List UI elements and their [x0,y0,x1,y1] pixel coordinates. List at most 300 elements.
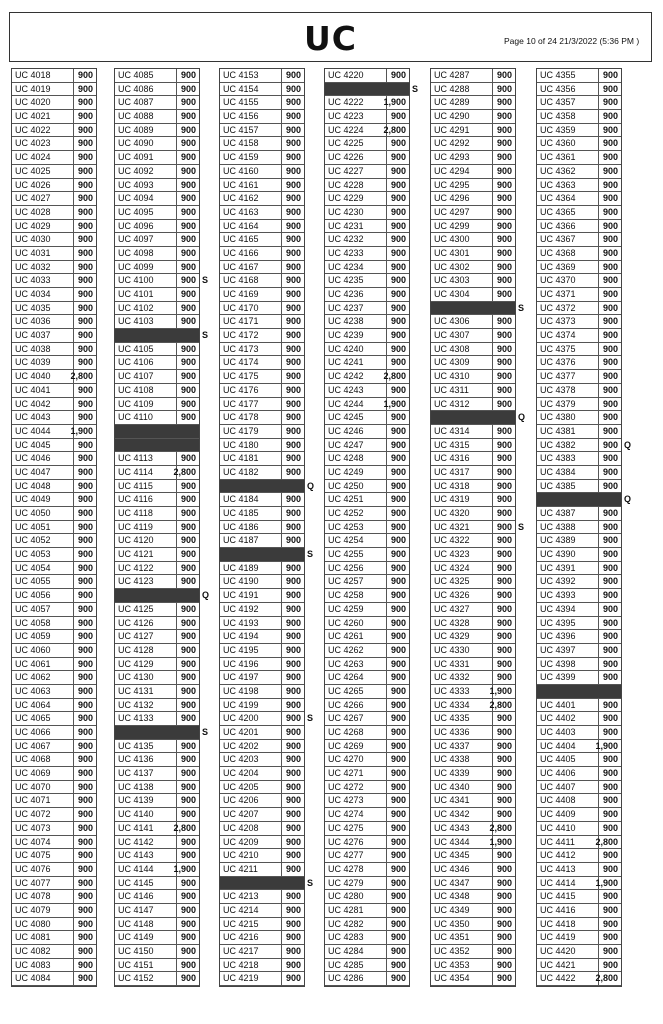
item-value: 900 [180,658,196,669]
cell-divider [492,603,493,616]
cell-divider [176,521,177,534]
item-value: 900 [602,330,618,341]
cell-divider [281,247,282,260]
item-value: 900 [390,343,406,354]
item-code: UC 4421 [540,959,576,970]
item-value: 900 [602,289,618,299]
cell-divider [386,343,387,356]
item-value: 900 [180,412,196,423]
cell-divider [492,83,493,96]
cell-divider [492,794,493,807]
item-code: UC 4358 [540,111,576,122]
cell-divider [492,274,493,287]
table-row [325,315,409,329]
item-code: UC 4294 [434,165,470,176]
cell-divider [598,562,599,575]
item-value: 900 [77,576,93,587]
item-code: UC 4349 [434,904,470,915]
item-code: UC 4091 [118,152,154,163]
table-row [431,617,515,631]
item-code: UC 4274 [328,809,364,820]
cell-divider [176,206,177,219]
item-value: 900 [496,138,512,149]
item-code: UC 4376 [540,357,576,368]
item-value: 1,900 [489,836,512,847]
item-code: UC 4030 [15,234,51,245]
table-row [115,767,199,781]
item-code: UC 4388 [540,521,576,532]
item-value: 900 [496,425,512,436]
table-row [325,575,409,589]
cell-divider [386,781,387,794]
cell-divider [598,343,599,356]
item-value: 900 [77,384,93,395]
item-code: UC 4411 [540,836,575,847]
cell-divider [73,603,74,616]
cell-divider [492,918,493,931]
table-row [431,356,515,370]
item-code: UC 4070 [15,781,51,792]
table-row [431,507,515,521]
item-value: 900 [285,521,301,532]
cell-divider [73,740,74,753]
cell-divider [176,781,177,794]
item-code: UC 4140 [118,809,154,820]
cell-divider [598,69,599,82]
cell-divider [176,849,177,862]
item-value: 900 [285,111,301,122]
cell-divider [281,288,282,301]
cell-divider [492,617,493,630]
cell-divider [386,425,387,438]
table-row [12,425,96,439]
item-code: UC 4144 [118,863,154,874]
item-code: UC 4128 [118,644,154,655]
table-row [537,794,621,808]
item-value: 900 [180,891,196,902]
cell-divider [176,452,177,465]
item-value: 900 [496,754,512,765]
table-row [431,644,515,658]
cell-divider [176,767,177,780]
item-code: UC 4321 [434,521,470,532]
item-value: 900 [496,371,512,382]
item-code: UC 4067 [15,740,51,751]
redacted-row [115,329,209,343]
cell-divider [176,685,177,698]
cell-divider [492,165,493,178]
table-row [115,370,199,384]
item-code: UC 4289 [434,97,470,108]
cell-divider [73,343,74,356]
item-code: UC 4174 [223,357,259,368]
item-code: UC 4024 [15,152,51,163]
item-value: 900 [390,316,406,327]
cell-divider [281,329,282,342]
table-row [325,767,409,781]
item-code: UC 4270 [328,754,364,765]
item-value: 900 [180,316,196,327]
cell-divider [386,356,387,369]
item-code: UC 4229 [328,193,364,204]
table-row [115,302,199,316]
cell-divider [598,384,599,397]
item-code: UC 4211 [223,863,258,874]
table-row [325,685,409,699]
item-code: UC 4069 [15,768,51,779]
item-code: UC 4309 [434,357,470,368]
item-code: UC 4239 [328,330,364,341]
item-code: UC 4275 [328,822,364,833]
item-value: 900 [77,289,93,299]
table-row [220,288,304,302]
cell-divider [598,548,599,561]
item-code: UC 4310 [434,371,470,382]
cell-divider [598,439,599,452]
table-row [537,411,621,425]
cell-divider [281,398,282,411]
cell-divider [386,69,387,82]
item-value: 900 [180,508,196,518]
table-row [12,699,96,713]
item-value: 900 [390,494,406,505]
item-code: UC 4131 [118,685,154,696]
item-code: UC 4155 [223,97,259,108]
item-value: 900 [180,603,196,614]
table-row [115,822,199,836]
item-value: 2,800 [595,836,618,847]
cell-divider [176,384,177,397]
table-row [12,836,96,850]
table-row [325,534,409,548]
cell-divider [176,302,177,315]
item-value: 900 [285,275,301,286]
table-row [220,740,304,754]
cell-divider [176,945,177,958]
status-mark: S [518,521,525,532]
table-row [115,959,199,973]
item-value: 900 [180,713,196,724]
item-value: 900 [77,727,93,737]
item-code: UC 4216 [223,932,259,943]
table-row [537,124,621,138]
item-value: 900 [602,234,618,245]
cell-divider [281,740,282,753]
table-row [537,110,621,124]
item-code: UC 4170 [223,302,259,313]
table-row [537,849,621,863]
item-value: 900 [602,932,618,943]
cell-divider [386,507,387,520]
table-row [537,699,621,713]
item-value: 900 [390,480,406,491]
item-code: UC 4413 [540,863,576,874]
table-row [12,398,96,412]
table-row [12,959,96,973]
item-code: UC 4399 [540,672,576,683]
item-value: 900 [390,220,406,231]
table-row [115,247,199,261]
cell-divider [73,151,74,164]
cell-divider [386,945,387,958]
item-code: UC 4250 [328,480,364,491]
item-value: 900 [180,768,196,779]
cell-divider [492,521,493,534]
cell-divider [73,398,74,411]
item-code: UC 4268 [328,727,364,737]
table-row [12,726,96,740]
item-value: 900 [180,453,196,464]
item-value: 900 [390,904,406,915]
table-row [220,836,304,850]
cell-divider [73,617,74,630]
table-row [220,315,304,329]
item-value: 900 [180,83,196,94]
item-code: UC 4256 [328,562,364,573]
item-value: 900 [602,97,618,108]
item-code: UC 4336 [434,727,470,737]
item-code: UC 4146 [118,891,154,902]
cell-divider [598,274,599,287]
item-value: 900 [77,111,93,122]
item-value: 900 [390,206,406,217]
table-row [431,151,515,165]
item-value: 900 [180,631,196,642]
item-value: 900 [496,576,512,587]
cell-divider [281,822,282,835]
item-code: UC 4333 [434,685,470,696]
cell-divider [176,534,177,547]
item-code: UC 4367 [540,234,576,245]
item-value: 900 [77,672,93,683]
item-value: 900 [602,453,618,464]
item-value: 900 [77,822,93,833]
item-code: UC 4084 [15,973,51,984]
cell-divider [281,206,282,219]
table-column [536,68,632,987]
cell-divider [598,808,599,821]
item-code: UC 4248 [328,453,364,464]
cell-divider [73,959,74,972]
table-row [220,439,304,453]
item-value: 900 [390,302,406,313]
item-code: UC 4143 [118,850,154,861]
cell-divider [73,671,74,684]
table-row [115,288,199,302]
cell-divider [73,384,74,397]
cell-divider [492,370,493,383]
table-row [325,370,409,384]
cell-divider [281,959,282,972]
table-row [12,220,96,234]
item-code: UC 4383 [540,453,576,464]
item-value: 900 [390,521,406,532]
status-mark: Q [624,439,632,450]
table-column [219,68,315,987]
item-code: UC 4387 [540,508,576,518]
item-code: UC 4073 [15,822,51,833]
cell-divider [386,617,387,630]
item-value: 900 [180,234,196,245]
table-row [431,233,515,247]
item-value: 900 [496,535,512,546]
table-row [431,548,515,562]
cell-divider [73,699,74,712]
cell-divider [73,534,74,547]
item-code: UC 4210 [223,850,259,861]
item-code: UC 4136 [118,754,154,765]
item-value: 900 [390,836,406,847]
item-value: 900 [285,535,301,546]
item-code: UC 4315 [434,439,470,450]
table-row [325,165,409,179]
cell-divider [598,534,599,547]
table-row [325,658,409,672]
item-value: 900 [180,685,196,696]
cell-divider [281,233,282,246]
cell-divider [386,959,387,972]
item-code: UC 4213 [223,891,259,902]
item-value: 900 [180,850,196,861]
table-row [220,630,304,644]
item-value: 900 [285,973,301,984]
item-code: UC 4044 [15,425,51,436]
item-code: UC 4377 [540,371,576,382]
item-value: 900 [180,289,196,299]
table-row [325,548,409,562]
table-row [220,849,304,863]
item-code: UC 4063 [15,685,51,696]
cell-divider [73,507,74,520]
item-value: 900 [390,357,406,368]
item-value: 900 [285,795,301,806]
item-value: 900 [496,959,512,970]
cell-divider [598,671,599,684]
item-code: UC 4220 [328,70,364,80]
item-code: UC 4038 [15,343,51,354]
table-row [325,398,409,412]
cell-divider [598,206,599,219]
table-row [325,699,409,713]
item-code: UC 4302 [434,261,470,272]
item-value: 2,800 [70,371,93,382]
item-code: UC 4086 [118,83,154,94]
item-code: UC 4156 [223,111,259,122]
item-code: UC 4195 [223,644,259,655]
item-code: UC 4118 [118,508,153,518]
table-row [12,753,96,767]
item-code: UC 4089 [118,124,154,135]
table-row [12,617,96,631]
table-row [431,781,515,795]
cell-divider [73,794,74,807]
table-row [12,288,96,302]
item-code: UC 4026 [15,179,51,190]
item-value: 900 [77,165,93,176]
item-code: UC 4082 [15,946,51,956]
table-row [12,452,96,466]
item-code: UC 4145 [118,877,154,888]
cell-divider [176,507,177,520]
item-code: UC 4177 [223,398,259,409]
table-row [12,685,96,699]
item-value: 900 [77,220,93,231]
item-code: UC 4385 [540,480,576,491]
item-value: 900 [77,398,93,409]
cell-divider [281,699,282,712]
cell-divider [73,863,74,876]
cell-divider [598,794,599,807]
cell-divider [176,644,177,657]
item-code: UC 4059 [15,631,51,642]
item-code: UC 4147 [118,904,154,915]
item-value: 900 [602,891,618,902]
table-row [325,247,409,261]
item-code: UC 4394 [540,603,576,614]
table-row [537,712,621,726]
table-row [431,699,515,713]
item-value: 900 [390,330,406,341]
item-code: UC 4304 [434,289,470,299]
item-value: 900 [285,357,301,368]
item-value: 900 [496,877,512,888]
item-code: UC 4064 [15,699,51,710]
table-row [220,685,304,699]
item-value: 900 [77,904,93,915]
item-value: 900 [602,316,618,327]
table-row [115,918,199,932]
item-code: UC 4219 [223,973,259,984]
item-code: UC 4204 [223,768,259,779]
item-code: UC 4121 [118,549,154,560]
item-code: UC 4163 [223,206,259,217]
item-value: 900 [180,754,196,765]
table-row [325,863,409,877]
item-code: UC 4422 [540,973,576,984]
item-code: UC 4260 [328,617,364,628]
item-value: 900 [285,97,301,108]
item-code: UC 4060 [15,644,51,655]
item-code: UC 4236 [328,289,364,299]
cell-divider [176,370,177,383]
table-row [12,302,96,316]
item-code: UC 4403 [540,727,576,737]
cell-divider [598,822,599,835]
table-row [431,726,515,740]
table-row [12,206,96,220]
cell-divider [492,904,493,917]
cell-divider [598,452,599,465]
table-row [325,493,409,507]
item-code: UC 4363 [540,179,576,190]
cell-divider [492,972,493,985]
item-value: 900 [285,713,301,724]
table-row [115,69,199,83]
cell-divider [176,972,177,985]
table-row [115,206,199,220]
cell-divider [73,918,74,931]
item-value: 900 [77,644,93,655]
item-value: 900 [602,357,618,368]
cell-divider [73,521,74,534]
cell-divider [176,124,177,137]
item-value: 900 [77,973,93,984]
item-code: UC 4235 [328,275,364,286]
item-code: UC 4332 [434,672,470,683]
item-code: UC 4197 [223,672,259,683]
table-row [115,165,199,179]
item-value: 900 [496,97,512,108]
